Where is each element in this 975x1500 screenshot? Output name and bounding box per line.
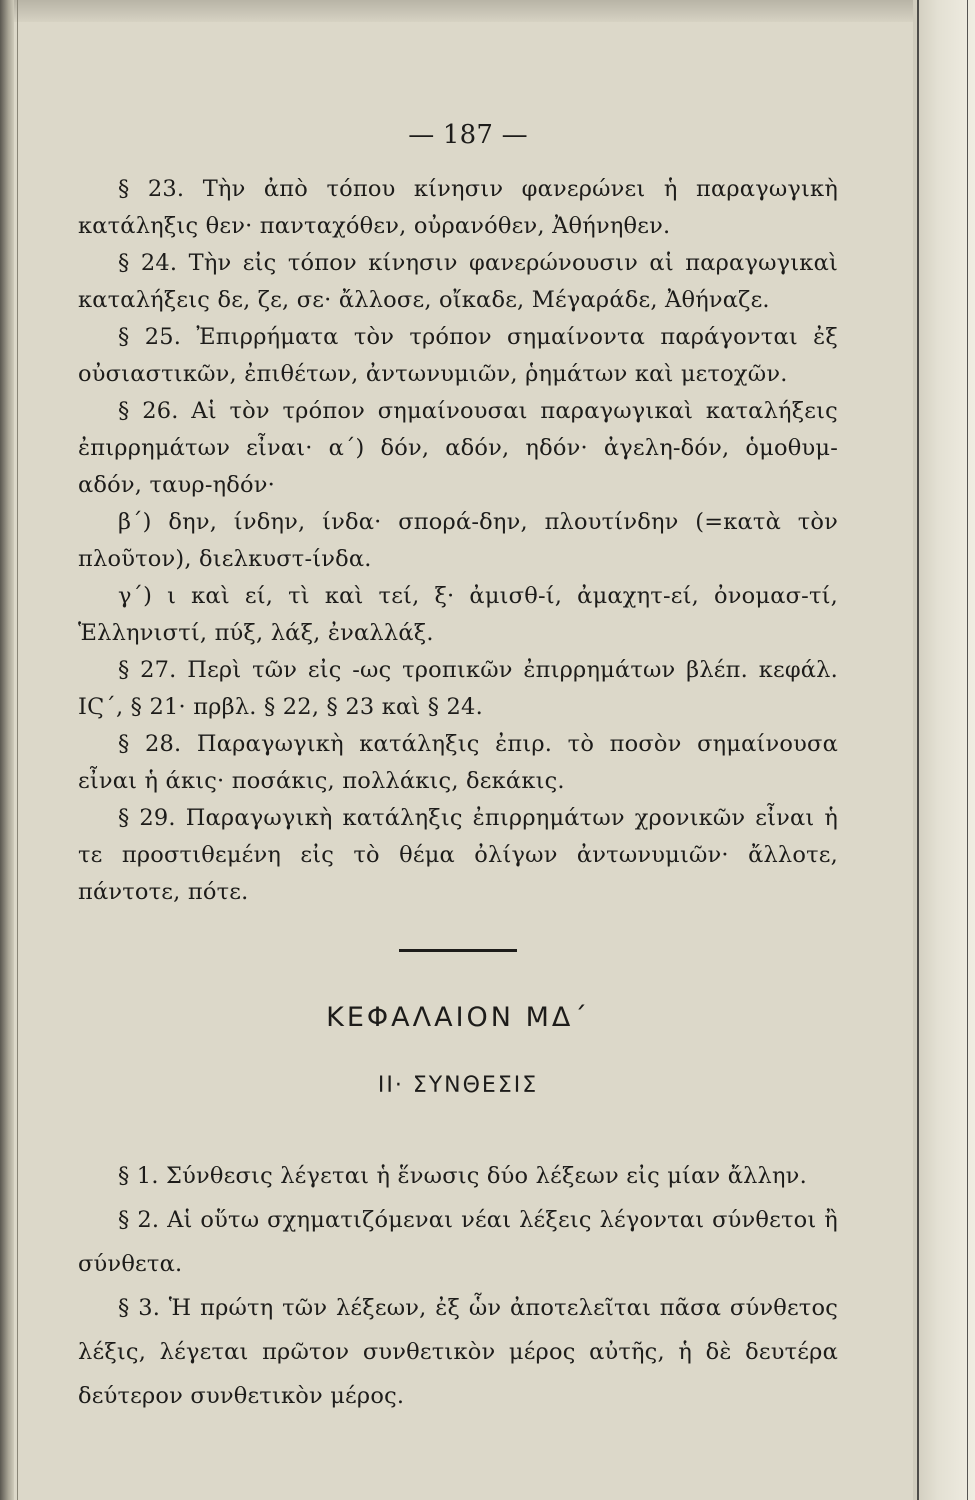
paragraph: § 1. Σύνθεσις λέγεται ἡ ἕνωσις δύο λέξεων εἰς μίαν ἄλλην. — [118, 1163, 807, 1190]
paragraph: § 2. Αἱ οὕτω σχηματιζόμεναι νέαι λέξεις λέγονται σύνθετοι ἢ σύνθετα. — [78, 1207, 838, 1278]
section-separator — [399, 949, 517, 952]
page-number: — 187 — — [408, 120, 528, 150]
paragraph: § 27. Περὶ τῶν εἰς -ως τροπικῶν ἐπιρρημάτων βλέπ. κεφάλ. ΙϚ΄, § 21· πρβλ. § 22, § 23 καὶ § 24. — [78, 657, 838, 721]
paragraph: § 25. Ἐπιρρήματα τὸν τρόπον σημαίνοντα παράγονται ἐξ οὐσιαστικῶν, ἐπιθέτων, ἀντωνυμιῶν, ῥημάτων καὶ μετοχῶν. — [78, 324, 838, 388]
page-text — [78, 120, 838, 1418]
paragraph: § 23. Τὴν ἀπὸ τόπου κίνησιν φανερώνει ἡ παραγωγικὴ κατάληξις θεν· πανταχόθεν, οὐρανόθεν, Ἀθήνηθεν. — [78, 176, 838, 240]
section-title: ΙΙ· ΣΥΝΘΕΣΙΣ — [377, 1073, 539, 1099]
page-top-shadow — [14, 0, 914, 22]
page-fore-edge — [913, 0, 975, 1500]
paragraph: § 29. Παραγωγικὴ κατάληξις ἐπιρρημάτων χρονικῶν εἶναι ἡ τε προστιθεμένη εἰς τὸ θέμα ὀλίγων ἀντωνυμιῶν· ἄλλοτε, πάντοτε, πότε. — [78, 805, 838, 906]
fore-edge-rule — [967, 0, 968, 1500]
chapter-title: ΚΕΦΑΛΑΙΟΝ ΜΔ΄ — [326, 1002, 590, 1034]
paragraphs-bottom — [78, 1154, 838, 1418]
binding-line — [17, 0, 18, 1500]
binding-edge — [0, 0, 14, 1500]
paragraphs-top — [78, 171, 838, 911]
paragraph: § 26. Αἱ τὸν τρόπον σημαίνουσαι παραγωγικαὶ καταλήξεις ἐπιρρημάτων εἶναι· α΄) δόν, αδόν, ηδόν· ἀγελη-δόν, ὁμοθυμ-αδόν, ταυρ-ηδόν· — [78, 398, 838, 499]
paragraph: § 24. Τὴν εἰς τόπον κίνησιν φανερώνουσιν αἱ παραγωγικαὶ καταλήξεις δε, ζε, σε· ἄλλοσε, οἴκαδε, Μέγαράδε, Ἀθήναζε. — [78, 250, 838, 314]
paragraph: β΄) δην, ίνδην, ίνδα· σπορά-δην, πλουτίνδην (=κατὰ τὸν πλοῦτον), διελκυστ-ίνδα. — [78, 509, 838, 573]
paragraph: γ΄) ι καὶ εί, τὶ καὶ τεί, ξ· ἀμισθ-ί, ἀμαχητ-εί, ὀνομασ-τί, Ἑλληνιστί, πύξ, λάξ, ἐναλλάξ. — [78, 583, 838, 647]
paragraph: § 3. Ἡ πρώτη τῶν λέξεων, ἐξ ὧν ἀποτελεῖται πᾶσα σύνθετος λέξις, λέγεται πρῶτον συνθετικὸν μέρος αὐτῆς, ἡ δὲ δευτέρα δεύτερον συνθετικὸν μέρος. — [78, 1295, 838, 1410]
paragraph: § 28. Παραγωγικὴ κατάληξις ἐπιρ. τὸ ποσὸν σημαίνουσα εἶναι ἡ άκις· ποσάκις, πολλάκις, δεκάκις. — [78, 731, 838, 795]
fore-edge-rule — [917, 0, 919, 1500]
